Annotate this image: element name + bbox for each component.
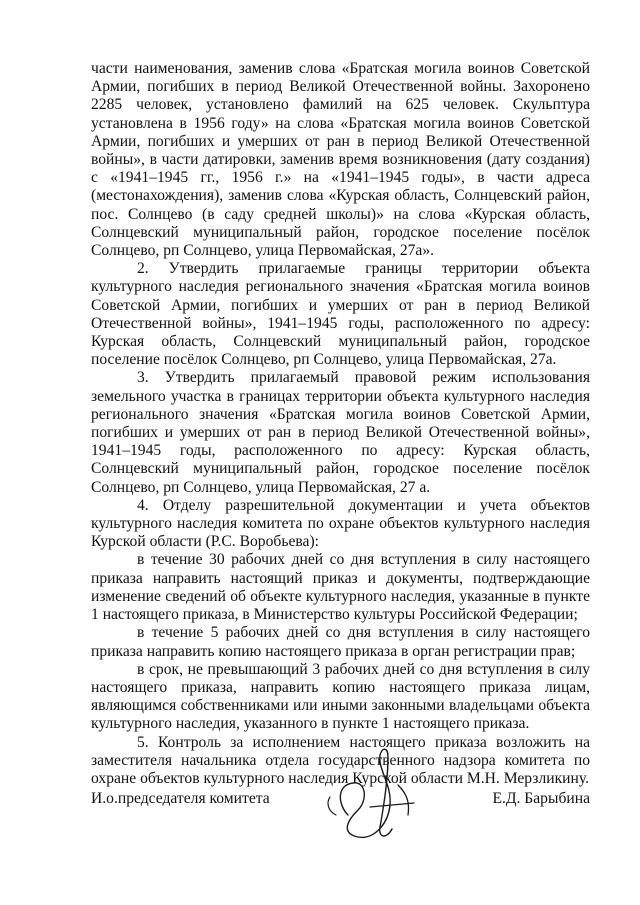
document-body (91, 60, 590, 788)
paragraph-item-4-subitem-3: в срок, не превышающий 3 рабочих дней со дня вступления в силу настоящего приказа, направить копию настоящего приказа лицам, являющимся собственниками или иными законными владельцами объекта культурного наследия, указанного в пункте 1 настоящего приказа. (91, 660, 590, 733)
signatory-name: Е.Д. Барыбина (492, 790, 590, 807)
signature-block (91, 790, 590, 810)
signatory-role: И.о.председателя комитета (91, 790, 270, 807)
paragraph-continued: части наименования, заменив слова «Братская могила воинов Советской Армии, погибших в период Великой Отечественной войны. Захоронено 2285 человек, установлено фамилий на 625 человек. Скульптура установлена в 1956 году» на слова «Братская могила воинов Советской Армии, погибших и умерших от ран в период Великой Отечественной войны», в части датировки, заменив время возникновения (дату создания) с «1941–1945 гг., 1956 г.» на «1941–1945 годы», в части адреса (местонахождения), заменив слова «Курская область, Солнцевский район, пос. Солнцево (в саду средней школы)» на слова «Курская область, Солнцевский муниципальный район, городское поселение посёлок Солнцево, рп Солнцево, улица Первомайская, 27а». (91, 60, 590, 260)
paragraph-item-3: 3. Утвердить прилагаемый правовой режим использования земельного участка в границах территории объекта культурного наследия регионального значения «Братская могила воинов Советской Армии, погибших и умерших от ран в период Великой Отечественной войны», 1941–1945 годы, расположенного по адресу: Курская область, Солнцевский муниципальный район, городское поселение посёлок Солнцево, рп Солнцево, улица Первомайская, 27 а. (91, 369, 590, 496)
paragraph-item-5: 5. Контроль за исполнением настоящего приказа возложить на заместителя начальника отдела государственного надзора комитета по охране объектов культурного наследия Курской области М.Н. Мерзликину. (91, 733, 590, 787)
paragraph-item-4: 4. Отделу разрешительной документации и учета объектов культурного наследия комитета по охране объектов культурного наследия Курской области (Р.С. Воробьева): (91, 496, 590, 551)
paragraph-item-4-subitem-2: в течение 5 рабочих дней со дня вступления в силу настоящего приказа направить копию настоящего приказа в орган регистрации прав; (91, 624, 590, 660)
paragraph-item-4-subitem-1: в течение 30 рабочих дней со дня вступления в силу настоящего приказа направить настоящий приказ и документы, подтверждающие изменение сведений об объекте культурного наследия, указанные в пункте 1 настоящего приказа, в Министерство культуры Российской Федерации; (91, 551, 590, 624)
paragraph-item-2: 2. Утвердить прилагаемые границы территории объекта культурного наследия регионального значения «Братская могила воинов Советской Армии, погибших и умерших от ран в период Великой Отечественной войны», 1941–1945 годы, расположенного по адресу: Курская область, Солнцевский муниципальный район, городское поселение посёлок Солнцево, рп Солнцево, улица Первомайская, 27а. (91, 260, 590, 369)
